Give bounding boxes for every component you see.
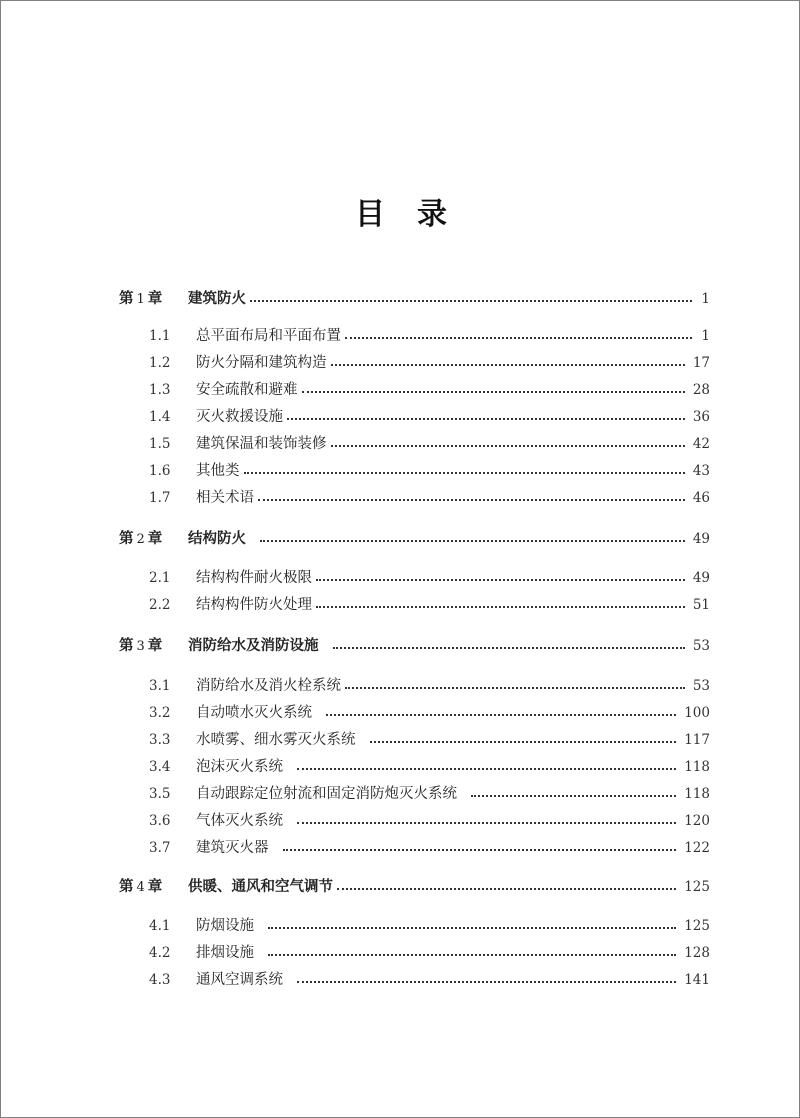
section-number: 1.6 — [149, 463, 171, 479]
toc-section-3-1[interactable] — [149, 676, 710, 696]
section-title: 灭火救援设施 — [196, 409, 283, 425]
page-number: 17 — [692, 355, 710, 371]
section-title: 排烟设施 — [196, 945, 254, 961]
section-number: 1.5 — [149, 436, 171, 452]
dot-leader — [345, 676, 685, 696]
page-number: 125 — [684, 918, 710, 934]
dot-leader — [250, 289, 692, 309]
toc-chapter-2[interactable] — [119, 529, 710, 549]
dot-leader — [260, 529, 685, 549]
toc-section-1-6[interactable] — [149, 461, 710, 481]
page-number: 46 — [692, 490, 710, 506]
section-number: 4.3 — [149, 972, 171, 988]
section-title: 通风空调系统 — [196, 972, 283, 988]
section-title: 结构构件耐火极限 — [196, 570, 312, 586]
section-title: 泡沫灭火系统 — [196, 759, 283, 775]
page-number: 1 — [701, 291, 710, 307]
chapter-label: 第 2 章 — [119, 530, 163, 547]
toc-chapter-1[interactable] — [119, 289, 710, 309]
toc-section-3-4[interactable] — [149, 757, 710, 777]
dot-leader — [297, 811, 676, 831]
page-number: 118 — [684, 786, 710, 802]
dot-leader — [258, 488, 685, 508]
chapter-label: 第 4 章 — [119, 878, 163, 895]
dot-leader — [345, 326, 692, 346]
page-number: 117 — [684, 732, 710, 748]
dot-leader — [471, 784, 676, 804]
toc-section-3-5[interactable] — [149, 784, 710, 804]
section-title: 安全疏散和避难 — [196, 382, 298, 398]
dot-leader — [370, 730, 677, 750]
section-number: 1.3 — [149, 382, 171, 398]
section-title: 水喷雾、细水雾灭火系统 — [196, 732, 356, 748]
section-number: 3.7 — [149, 840, 171, 856]
section-title: 自动喷水灭火系统 — [196, 705, 312, 721]
section-title: 防烟设施 — [196, 918, 254, 934]
toc-section-3-3[interactable] — [149, 730, 710, 750]
dot-leader — [326, 703, 676, 723]
dot-leader — [302, 380, 685, 400]
page-number: 53 — [692, 638, 710, 654]
section-number: 4.1 — [149, 918, 171, 934]
page-number: 128 — [684, 945, 710, 961]
dot-leader — [268, 916, 676, 936]
section-number: 4.2 — [149, 945, 171, 961]
section-number: 2.1 — [149, 570, 171, 586]
page-number: 125 — [684, 879, 710, 895]
dot-leader — [297, 970, 676, 990]
toc-section-3-2[interactable] — [149, 703, 710, 723]
toc-section-4-2[interactable] — [149, 943, 710, 963]
toc-chapter-4[interactable] — [119, 877, 710, 897]
section-title: 建筑灭火器 — [196, 840, 269, 856]
dot-leader — [316, 595, 685, 615]
page-number: 141 — [684, 972, 710, 988]
page-number: 36 — [692, 409, 710, 425]
section-title: 总平面布局和平面布置 — [196, 328, 341, 344]
section-number: 1.2 — [149, 355, 171, 371]
section-number: 1.1 — [149, 328, 171, 344]
chapter-title: 结构防火 — [188, 531, 246, 547]
dot-leader — [244, 461, 685, 481]
page-number: 51 — [692, 597, 710, 613]
toc-section-2-2[interactable] — [149, 595, 710, 615]
section-number: 1.4 — [149, 409, 171, 425]
toc-section-1-3[interactable] — [149, 380, 710, 400]
section-number: 3.5 — [149, 786, 171, 802]
page-number: 49 — [692, 570, 710, 586]
toc-section-1-1[interactable] — [149, 326, 710, 346]
page-number: 42 — [692, 436, 710, 452]
section-title: 相关术语 — [196, 490, 254, 506]
section-title: 防火分隔和建筑构造 — [196, 355, 327, 371]
toc-section-4-3[interactable] — [149, 970, 710, 990]
page-title: 目录 — [355, 197, 479, 232]
chapter-label: 第 1 章 — [119, 290, 163, 307]
chapter-title: 供暖、通风和空气调节 — [188, 879, 333, 895]
dot-leader — [268, 943, 676, 963]
toc-section-3-6[interactable] — [149, 811, 710, 831]
section-number: 3.4 — [149, 759, 171, 775]
toc-section-1-4[interactable] — [149, 407, 710, 427]
chapter-title: 建筑防火 — [188, 291, 246, 307]
section-number: 3.1 — [149, 678, 171, 694]
section-number: 3.3 — [149, 732, 171, 748]
page-number: 28 — [692, 382, 710, 398]
section-title: 建筑保温和装饰装修 — [196, 436, 327, 452]
section-title: 结构构件防火处理 — [196, 597, 312, 613]
dot-leader — [283, 838, 677, 858]
dot-leader — [287, 407, 685, 427]
dot-leader — [297, 757, 676, 777]
page-number: 122 — [684, 840, 710, 856]
toc-section-4-1[interactable] — [149, 916, 710, 936]
section-title: 自动跟踪定位射流和固定消防炮灭火系统 — [196, 786, 457, 802]
page-number: 1 — [701, 328, 710, 344]
page-number: 49 — [692, 531, 710, 547]
page-number: 43 — [692, 463, 710, 479]
section-number: 3.6 — [149, 813, 171, 829]
dot-leader — [337, 877, 676, 897]
dot-leader — [333, 636, 685, 656]
page-number: 120 — [684, 813, 710, 829]
toc-section-1-7[interactable] — [149, 488, 710, 508]
dot-leader — [331, 434, 685, 454]
section-title: 消防给水及消火栓系统 — [196, 678, 341, 694]
toc-section-1-2[interactable] — [149, 353, 710, 373]
dot-leader — [316, 568, 685, 588]
dot-leader — [331, 353, 685, 373]
page-number: 100 — [684, 705, 710, 721]
section-title: 其他类 — [196, 463, 240, 479]
toc-section-1-5[interactable] — [149, 434, 710, 454]
page-number: 53 — [692, 678, 710, 694]
section-number: 1.7 — [149, 490, 171, 506]
section-title: 气体灭火系统 — [196, 813, 283, 829]
toc-chapter-3[interactable] — [119, 636, 710, 656]
toc-section-3-7[interactable] — [149, 838, 710, 858]
chapter-title: 消防给水及消防设施 — [188, 638, 319, 654]
toc-section-2-1[interactable] — [149, 568, 710, 588]
section-number: 2.2 — [149, 597, 171, 613]
chapter-label: 第 3 章 — [119, 637, 163, 654]
section-number: 3.2 — [149, 705, 171, 721]
page-number: 118 — [684, 759, 710, 775]
